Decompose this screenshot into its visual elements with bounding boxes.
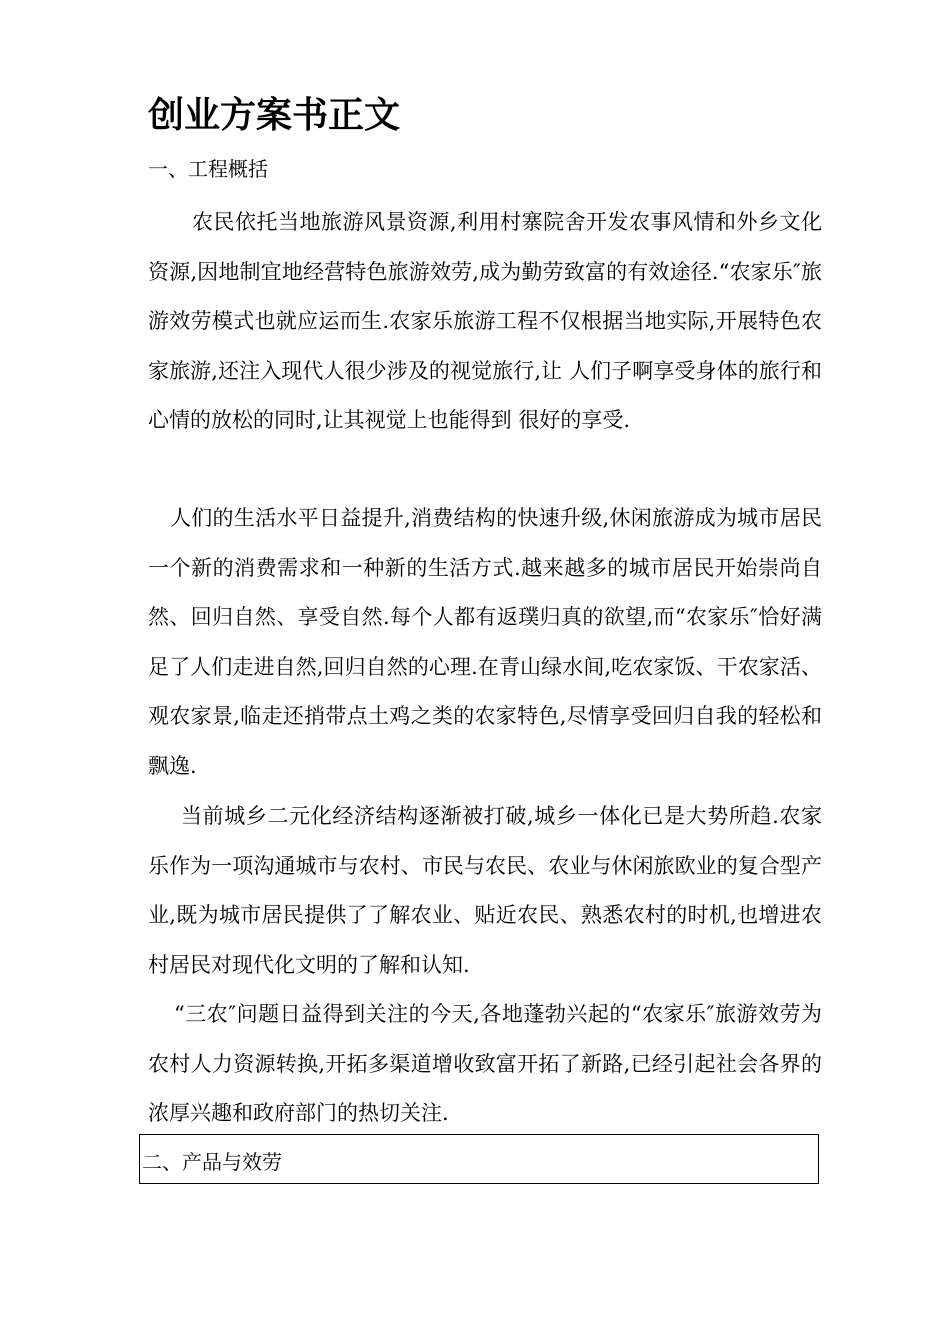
section-heading-project-overview: 一、工程概括 — [148, 157, 268, 181]
paragraph: 当前城乡二元化经济结构逐渐被打破,城乡一体化已是大势所趋.农家乐作为一项沟通城市与农村、市民与农民、农业与休闲旅欧业的复合型产业,既为城市居民提供了了解农业、贴近农民、熟悉农村的时机,也增进农村居民对现代化文明的了解和认知. — [148, 804, 822, 977]
section-heading-products-services: 二、产品与效劳 — [142, 1150, 282, 1174]
paragraph: 农民依托当地旅游风景资源,利用村寨院舍开发农事风情和外乡文化资源,因地制宜地经营特色旅游效劳,成为勤劳致富的有效途径.“农家乐″旅游效劳模式也就应运而生.农家乐旅游工程不仅根据当地实际,开展特色农家旅游,还注入现代人很少涉及的视觉旅行,让 人们子啊享受身体的旅行和心情的放松的同时,让其视觉上也能得到 很好的享受. — [148, 210, 822, 432]
document-title: 创业方案书正文 — [148, 94, 401, 136]
paragraph: “三农″问题日益得到关注的今天,各地蓬勃兴起的“农家乐″旅游效劳为农村人力资源转换,开拓多渠道增收致富开拓了新路,已经引起社会各界的浓厚兴趣和政府部门的热切关注. — [148, 1002, 822, 1125]
section-heading-products-services-box — [139, 1134, 819, 1184]
paragraph: 人们的生活水平日益提升,消费结构的快速升级,休闲旅游成为城市居民一个新的消费需求和一种新的生活方式.越来越多的城市居民开始崇尚自然、回归自然、享受自然.每个人都有返璞归真的欲望,而“农家乐″恰好满足了人们走进自然,回归自然的心理.在青山绿水间,吃农家饭、干农家活、观农家景,临走还捎带点土鸡之类的农家特色,尽情享受回归自我的轻松和飘逸. — [148, 506, 822, 778]
